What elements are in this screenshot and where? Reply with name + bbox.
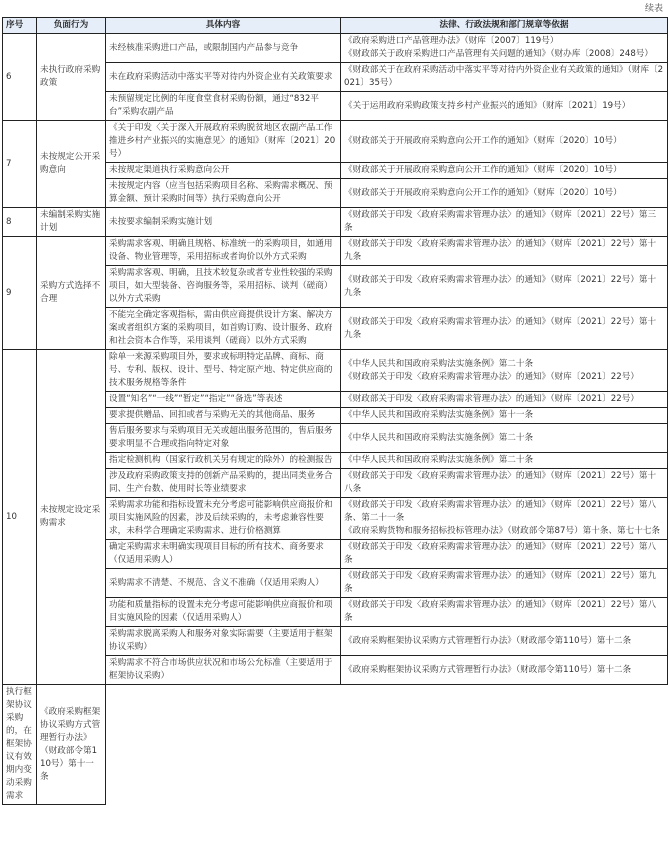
legal-basis-citation: 《财政部关于印发〈政府采购需求管理办法〉的通知》（财库〔2021〕22号）第八条 [344,600,657,623]
legal-basis-citation: 《财政部关于印发〈政府采购需求管理办法〉的通知》（财库〔2021〕22号） [344,394,639,404]
legal-basis-citation: 《财政部关于印发〈政府采购需求管理办法〉的通知》（财库〔2021〕22号）第九条 [344,571,657,594]
specific-content-cell: 《关于印发〈关于深入开展政府采购脱贫地区农副产品工作推进乡村产业振兴的实施意见〉的通知》（财库〔2021〕20号） [106,121,341,163]
specific-content-cell: 要求提供赠品、回扣或者与采购无关的其他商品、服务 [106,408,341,424]
legal-basis-citation: 《财政部关于在政府采购活动中落实平等对待内外资企业有关政策的通知》（财库〔2021〕35号） [344,65,664,88]
legal-basis-citation: 《财政部关于印发〈政府采购需求管理办法〉的通知》（财库〔2021〕22号）第八条 [344,542,657,565]
serial-no-cell: 9 [3,237,37,350]
table-header-row [3,18,668,34]
legal-basis-cell [341,453,668,469]
legal-basis-cell [341,540,668,569]
legal-basis-citation: 《关于运用政府采购政策支持乡村产业振兴的通知》（财库〔2021〕19号） [344,100,631,111]
legal-basis-cell [341,569,668,598]
specific-content-cell: 未按规定渠道执行采购意向公开 [106,163,341,179]
legal-basis-cell [341,408,668,424]
legal-basis-citation: 《中华人民共和国政府采购法实施条例》第二十条 [344,432,534,443]
legal-basis-cell [341,656,668,685]
legal-basis-cell [341,34,668,63]
legal-basis-cell [341,627,668,656]
specific-content-cell: 指定检测机构（国家行政机关另有规定的除外）的检测报告 [106,453,341,469]
legal-basis-citation: 《政府采购框架协议采购方式管理暂行办法》（财政部令第110号）第十二条 [344,664,632,675]
legal-basis-cell [341,92,668,121]
legal-basis-citation: 《财政部关于政府采购进口产品管理有关问题的通知》（财办库〔2008〕248号） [344,49,653,59]
specific-content-cell: 采购需求不符合市场供应状况和市场公允标准（主要适用于框架协议采购） [106,656,341,685]
legal-basis-citation: 《财政部关于开展政府采购意向公开工作的通知》（财库〔2020〕10号） [344,187,622,198]
specific-content-cell: 未在政府采购活动中落实平等对待内外资企业有关政策要求 [106,63,341,92]
legal-basis-cell [341,392,668,408]
negative-behavior-cell: 未编制采购实施计划 [37,208,106,237]
legal-basis-cell [341,179,668,208]
legal-basis-cell [341,208,668,237]
table-row [3,34,668,63]
specific-content-cell: 售后服务要求与采购项目无关或超出服务范围的，售后服务要求明显不合理或指向特定对象 [106,424,341,453]
negative-behavior-cell: 未按规定设定采购需求 [37,350,106,685]
specific-content-cell: 未经核准采购进口产品，或限制国内产品参与竞争 [106,34,341,63]
header-legal-basis: 法律、行政法规和部门规章等依据 [341,18,668,34]
table-row [3,685,668,805]
serial-no-cell: 8 [3,208,37,237]
specific-content-cell: 采购需求不清楚、不规范、含义不准确（仅适用采购人） [106,569,341,598]
legal-basis-citation: 《财政部关于印发〈政府采购需求管理办法〉的通知》（财库〔2021〕22号）第十八条 [344,471,657,494]
continued-label: 续表 [644,4,663,14]
legal-basis-cell [341,266,668,308]
legal-basis-citation: 《政府采购框架协议采购方式管理暂行办法》（财政部令第110号）第十一条 [40,706,101,782]
table-row [3,208,668,237]
legal-basis-cell [341,237,668,266]
legal-basis-citation: 《财政部关于印发〈政府采购需求管理办法〉的通知》（财库〔2021〕22号）第八条、第二十一条 [344,500,657,523]
serial-no-cell: 7 [3,121,37,208]
serial-no-cell: 6 [3,34,37,121]
legal-basis-cell [341,163,668,179]
legal-basis-citation: 《政府采购货物和服务招标投标管理办法》（财政部令第87号）第十条、第七十七条 [344,526,661,536]
negative-behavior-cell: 未按规定公开采购意向 [37,121,106,208]
specific-content-cell: 采购需求客观、明确，且技术较复杂或者专业性较强的采购项目，如大型装备、咨询服务等，采用招标、谈判（磋商）以外方式采购 [106,266,341,308]
negative-behavior-cell: 未执行政府采购政策 [37,34,106,121]
legal-basis-cell [341,498,668,540]
legal-basis-cell [341,424,668,453]
serial-no-cell: 10 [3,350,37,685]
specific-content-cell: 执行框架协议采购的，在框架协议有效期内变动采购需求 [3,685,37,805]
legal-basis-citation: 《中华人民共和国政府采购法实施条例》第十一条 [344,410,534,420]
legal-basis-citation: 《财政部关于印发〈政府采购需求管理办法〉的通知》（财库〔2021〕22号）第十九条 [344,239,657,262]
specific-content-cell: 设置“知名”“一线”“暂定”“指定”“备选”等表述 [106,392,341,408]
table-row [3,350,668,392]
specific-content-cell: 涉及政府采购政策支持的创新产品采购的，提出同类业务合同、生产台数、使用时长等业绩要求 [106,469,341,498]
legal-basis-citation: 《中华人民共和国政府采购法实施条例》第二十条 [344,358,534,369]
specific-content-cell: 未按规定内容（应当包括采购项目名称、采购需求概况、预算金额、预计采购时间等）执行采购意向公开 [106,179,341,208]
legal-basis-cell [341,598,668,627]
legal-basis-cell [341,308,668,350]
negative-behavior-table [2,17,668,805]
specific-content-cell: 功能和质量指标的设置未充分考虑可能影响供应商报价和项目实施风险的因素（仅适用采购人） [106,598,341,627]
table-row [3,237,668,266]
legal-basis-citation: 《财政部关于印发〈政府采购需求管理办法〉的通知》（财库〔2021〕22号）第三条 [344,210,657,233]
legal-basis-cell [341,121,668,163]
legal-basis-citation: 《政府采购框架协议采购方式管理暂行办法》（财政部令第110号）第十二条 [344,635,632,646]
table-row [3,121,668,163]
specific-content-cell: 未按要求编制采购实施计划 [106,208,341,237]
negative-behavior-cell: 采购方式选择不合理 [37,237,106,350]
table-body [3,34,668,805]
legal-basis-cell [341,469,668,498]
specific-content-cell: 采购需求功能和指标设置未充分考虑可能影响供应商报价和项目实施风险的因素，涉及后续采购的，未考虑兼容性要求，未科学合理确定采购需求、进行价格测算 [106,498,341,540]
legal-basis-citation: 《财政部关于开展政府采购意向公开工作的通知》（财库〔2020〕10号） [344,165,622,175]
legal-basis-citation: 《财政部关于印发〈政府采购需求管理办法〉的通知》（财库〔2021〕22号）第十九条 [344,316,657,340]
header-serial-no: 序号 [3,18,37,34]
specific-content-cell: 确定采购需求未明确实现项目目标的所有技术、商务要求（仅适用采购人） [106,540,341,569]
legal-basis-cell [37,685,106,805]
legal-basis-citation: 《财政部关于印发〈政府采购需求管理办法〉的通知》（财库〔2021〕22号） [344,371,639,382]
specific-content-cell: 采购需求客观、明确且规格、标准统一的采购项目，如通用设备、物业管理等，采用招标或者询价以外方式采购 [106,237,341,266]
specific-content-cell: 未预留规定比例的年度食堂食材采购份额，通过“832平台”采购农副产品 [106,92,341,121]
legal-basis-citation: 《中华人民共和国政府采购法实施条例》第二十条 [344,455,534,465]
legal-basis-cell [341,63,668,92]
legal-basis-citation: 《财政部关于开展政府采购意向公开工作的通知》（财库〔2020〕10号） [344,136,622,146]
header-negative-behavior: 负面行为 [37,18,106,34]
legal-basis-citation: 《政府采购进口产品管理办法》（财库〔2007〕119号） [344,36,559,46]
header-specific-content: 具体内容 [106,18,341,34]
legal-basis-citation: 《财政部关于印发〈政府采购需求管理办法〉的通知》（财库〔2021〕22号）第十九条 [344,274,657,298]
specific-content-cell: 采购需求脱离采购人和服务对象实际需要（主要适用于框架协议采购） [106,627,341,656]
legal-basis-cell [341,350,668,392]
specific-content-cell: 除单一来源采购项目外，要求或标明特定品牌、商标、商号、专利、版权、设计、型号、特定原产地、特定供应商的技术服务规格等条件 [106,350,341,392]
specific-content-cell: 不能完全确定客观指标，需由供应商提供设计方案、解决方案或者组织方案的采购项目，如首购订购、设计服务、政府和社会资本合作等，采用谈判（磋商）以外方式采购 [106,308,341,350]
